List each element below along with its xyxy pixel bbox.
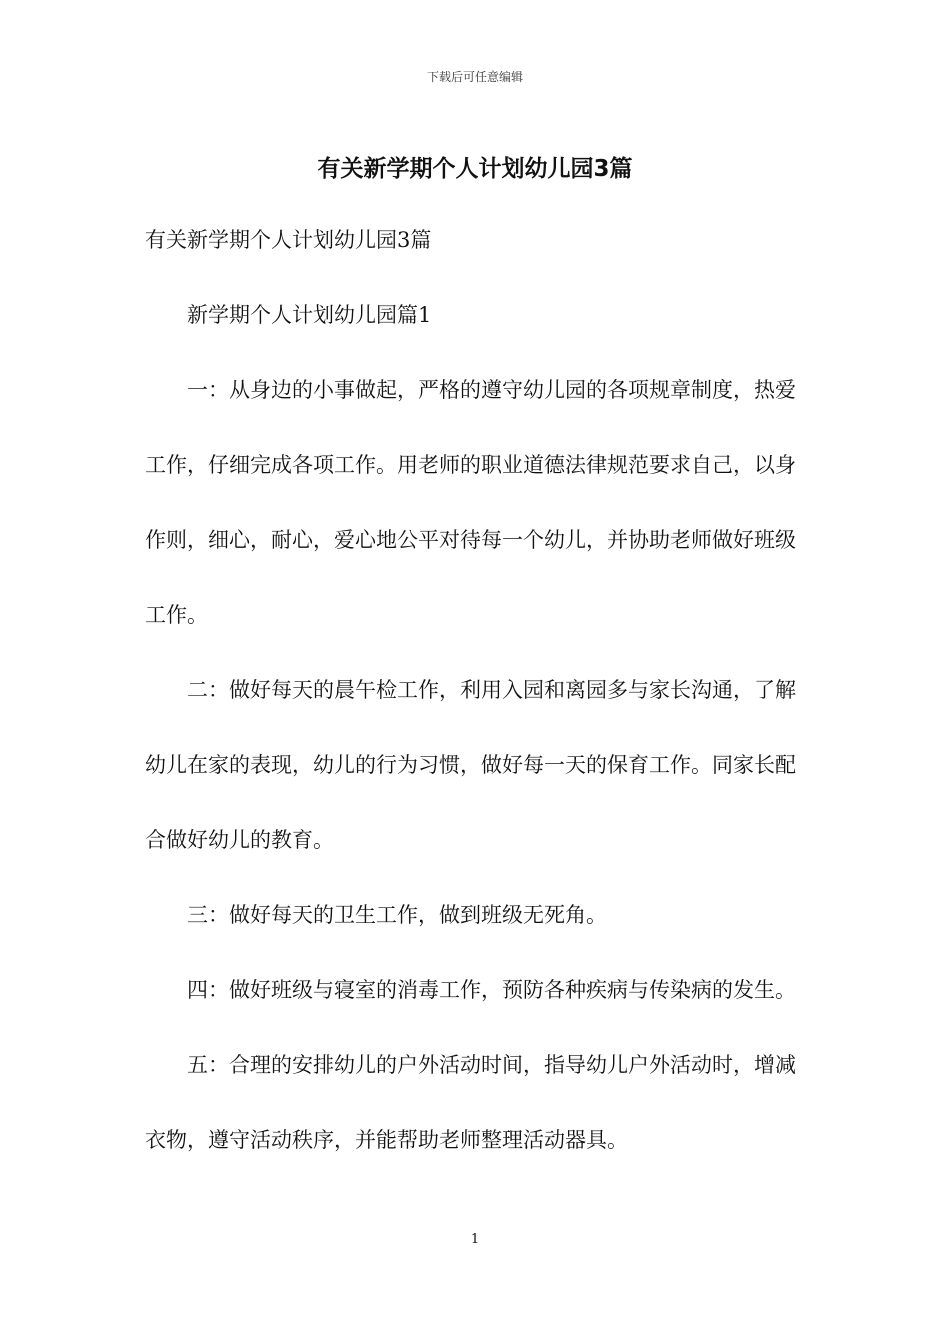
document-body (145, 203, 810, 1178)
paragraph-item-5: 五：合理的安排幼儿的户外活动时间，指导幼儿户外活动时，增减衣物，遵守活动秩序，并能帮助老师整理活动器具。 (145, 1053, 796, 1152)
paragraph-item-3: 三：做好每天的卫生工作，做到班级无死角。 (187, 903, 607, 927)
paragraph-item-4: 四：做好班级与寝室的消毒工作，预防各种疾病与传染病的发生。 (187, 978, 796, 1002)
paragraph-item-2: 二：做好每天的晨午检工作，利用入园和离园多与家长沟通，了解幼儿在家的表现，幼儿的行为习惯，做好每一天的保育工作。同家长配合做好幼儿的教育。 (145, 678, 796, 852)
paragraph-subtitle: 有关新学期个人计划幼儿园3篇 (145, 228, 432, 252)
paragraph-item-1: 一：从身边的小事做起，严格的遵守幼儿园的各项规章制度，热爱工作，仔细完成各项工作。用老师的职业道德法律规范要求自己，以身作则，细心，耐心，爱心地公平对待每一个幼儿，并协助老师做好班级工作。 (145, 378, 796, 627)
header-note: 下载后可任意编辑 (426, 70, 523, 84)
page-number: 1 (470, 1232, 480, 1247)
document-title: 有关新学期个人计划幼儿园3篇 (317, 156, 633, 182)
paragraph-section-heading: 新学期个人计划幼儿园篇1 (187, 303, 432, 327)
